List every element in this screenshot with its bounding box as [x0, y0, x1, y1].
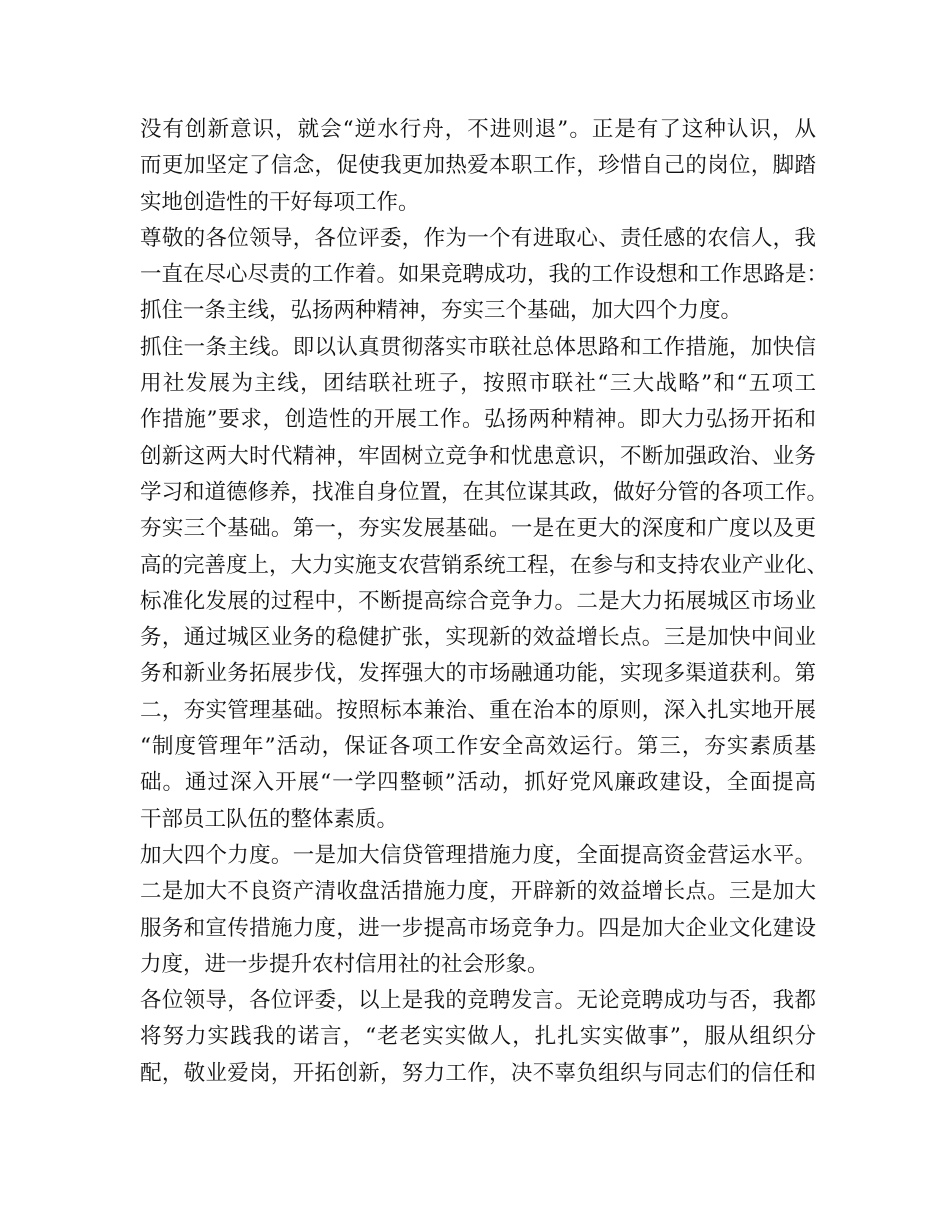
document-body [140, 112, 830, 1092]
paragraph-four-efforts [140, 838, 830, 983]
paragraph-innovation [140, 112, 830, 221]
text-line: 将努力实践我的诺言，“老老实实做人，扎扎实实做事”，服从组织分 [140, 1024, 816, 1050]
text-line: 用社发展为主线，团结联社班子，按照市联社“三大战略”和“五项工 [140, 371, 816, 397]
text-line: 二，夯实管理基础。按照标本兼治、重在治本的原则，深入扎实地开展 [140, 697, 816, 723]
text-line: 而更加坚定了信念，促使我更加热爱本职工作，珍惜自己的岗位，脚踏 [140, 153, 816, 179]
text-line: 作措施”要求，创造性的开展工作。弘扬两种精神。即大力弘扬开拓和 [140, 407, 816, 433]
text-line: “制度管理年”活动，保证各项工作安全高效运行。第三，夯实素质基 [140, 734, 816, 760]
text-line: 标准化发展的过程中，不断提高综合竞争力。二是大力拓展城区市场业 [140, 588, 816, 614]
text-line: 实地创造性的干好每项工作。 [140, 189, 420, 215]
text-line: 高的完善度上，大力实施支农营销系统工程，在参与和支持农业产业化、 [140, 552, 829, 578]
text-line: 各位领导，各位评委，以上是我的竞聘发言。无论竞聘成功与否，我都 [140, 988, 816, 1014]
paragraph-main-line [140, 330, 830, 511]
text-line: 尊敬的各位领导，各位评委，作为一个有进取心、责任感的农信人，我 [140, 225, 816, 251]
text-line: 学习和道德修养，找准自身位置，在其位谋其政，做好分管的各项工作。 [140, 479, 829, 505]
text-line: 一直在尽心尽责的工作着。如果竞聘成功，我的工作设想和工作思路是： [140, 262, 829, 288]
text-line: 抓住一条主线。即以认真贯彻落实市联社总体思路和工作措施，加快信 [140, 334, 816, 360]
text-line: 创新这两大时代精神，牢固树立竞争和忧患意识，不断加强政治、业务 [140, 443, 816, 469]
text-line: 服务和宣传措施力度，进一步提高市场竞争力。四是加大企业文化建设 [140, 915, 816, 941]
text-line: 力度，进一步提升农村信用社的社会形象。 [140, 951, 549, 977]
text-line: 务和新业务拓展步伐，发挥强大的市场融通功能，实现多渠道获利。第 [140, 661, 816, 687]
paragraph-work-plan-intro [140, 221, 830, 330]
text-line: 础。通过深入开展“一学四整顿”活动，抓好党风廉政建设，全面提高 [140, 770, 816, 796]
paragraph-three-foundations [140, 511, 830, 838]
text-line: 二是加大不良资产清收盘活措施力度，开辟新的效益增长点。三是加大 [140, 879, 816, 905]
text-line: 夯实三个基础。第一，夯实发展基础。一是在更大的深度和广度以及更 [140, 516, 816, 542]
text-line: 加大四个力度。一是加大信贷管理措施力度，全面提高资金营运水平。 [140, 842, 816, 868]
text-line: 干部员工队伍的整体素质。 [140, 806, 399, 832]
text-line: 务，通过城区业务的稳健扩张，实现新的效益增长点。三是加快中间业 [140, 625, 816, 651]
text-line: 抓住一条主线，弘扬两种精神，夯实三个基础，加大四个力度。 [140, 298, 743, 324]
text-line: 配，敬业爱岗，开拓创新，努力工作，决不辜负组织与同志们的信任和 [140, 1060, 816, 1086]
paragraph-closing [140, 983, 830, 1092]
text-line: 没有创新意识，就会“逆水行舟，不进则退”。正是有了这种认识，从 [140, 117, 816, 142]
